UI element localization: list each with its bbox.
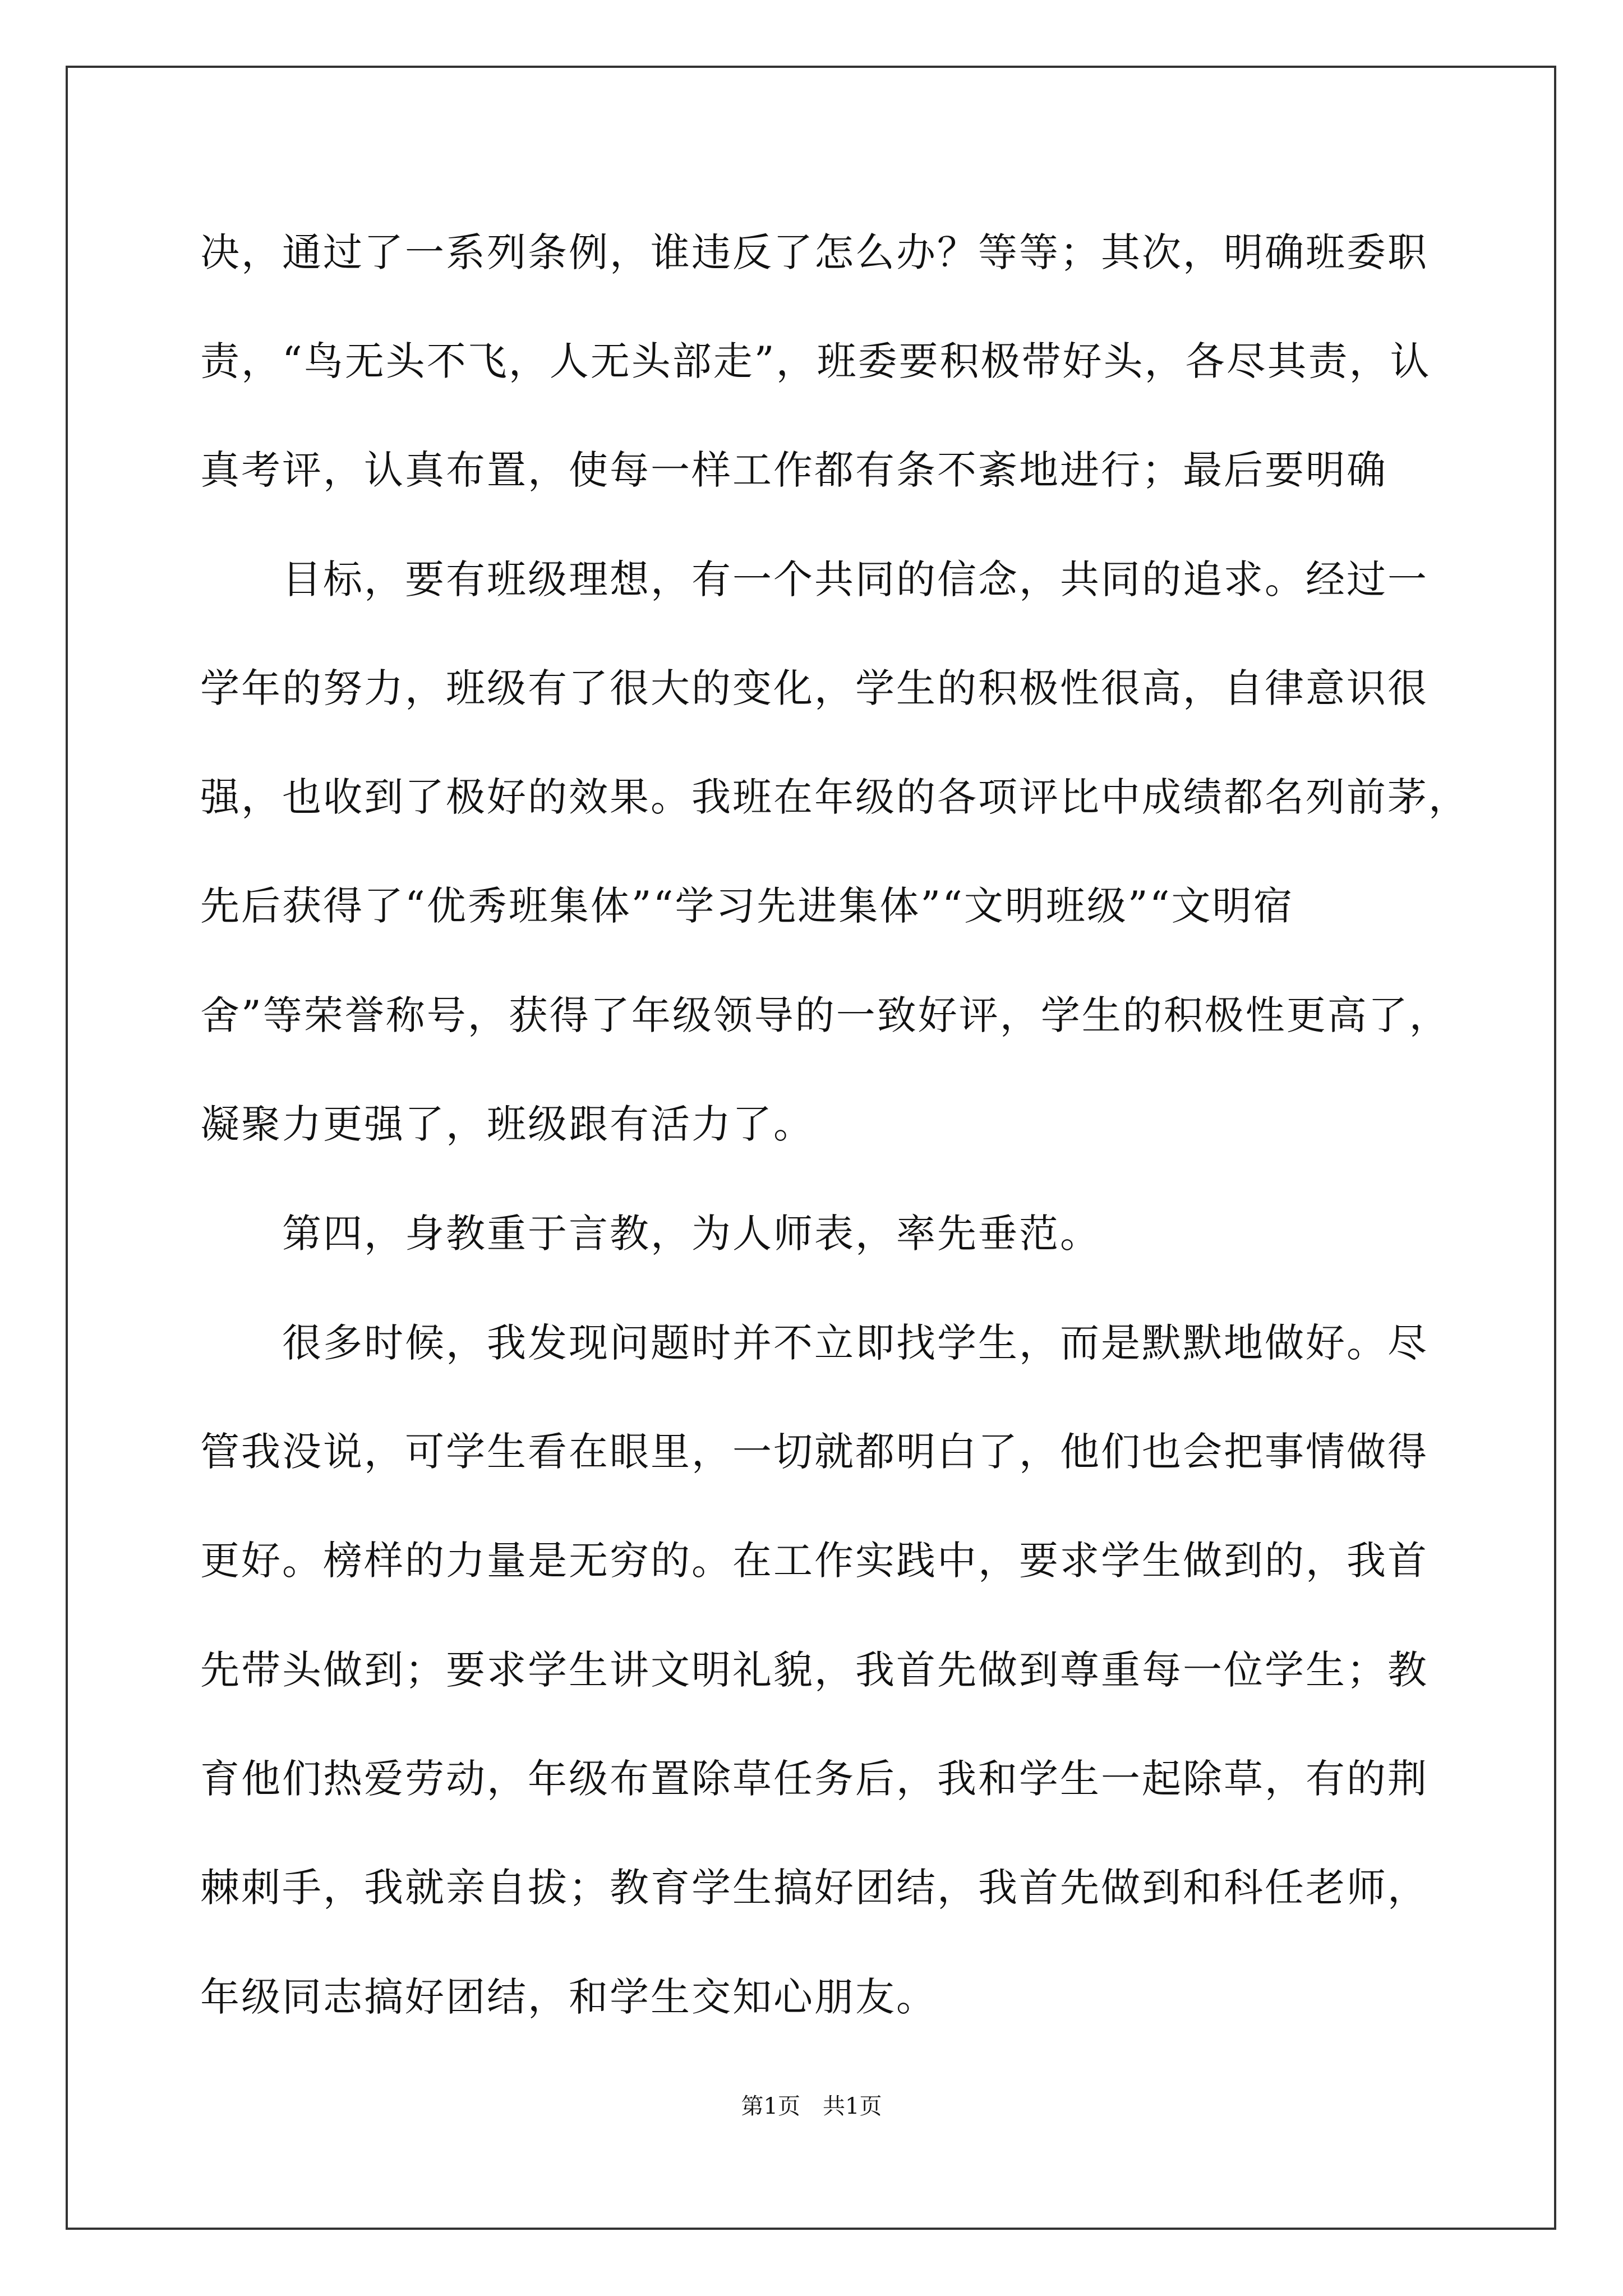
text-line: 很多时候，我发现问题时并不立即找学生，而是默默地做好。尽: [200, 1320, 1428, 1366]
text-line: 第四，身教重于言教，为人师表，率先垂范。: [200, 1211, 1101, 1257]
text-line: 管我没说，可学生看在眼里，一切就都明白了，他们也会把事情做得: [200, 1429, 1428, 1475]
text-line: 责，“鸟无头不飞，人无头部走”，班委要积极带好头，各尽其责，认: [200, 338, 1431, 384]
text-line: 强，也收到了极好的效果。我班在年级的各项评比中成绩都名列前茅，: [200, 774, 1469, 820]
text-line: 决，通过了一系列条例，谁违反了怎么办？等等；其次，明确班委职: [200, 229, 1428, 275]
text-line: 真考评，认真布置，使每一样工作都有条不紊地进行；最后要明确: [200, 447, 1387, 493]
text-line: 育他们热爱劳动，年级布置除草任务后，我和学生一起除草，有的荆: [200, 1756, 1428, 1802]
text-line: 先后获得了“优秀班集体”“学习先进集体”“文明班级”“文明宿: [200, 883, 1294, 929]
text-line: 棘刺手，我就亲自拔；教育学生搞好团结，我首先做到和科任老师，: [200, 1865, 1428, 1911]
page-footer: 第1页 共1页: [741, 2093, 882, 2119]
text-line: 目标，要有班级理想，有一个共同的信念，共同的追求。经过一: [200, 556, 1428, 602]
text-line: 凝聚力更强了，班级跟有活力了。: [200, 1101, 814, 1147]
text-line: 学年的努力，班级有了很大的变化，学生的积极性很高，自律意识很: [200, 665, 1428, 711]
text-line: 舍”等荣誉称号，获得了年级领导的一致好评，学生的积极性更高了，: [200, 992, 1450, 1038]
text-line: 年级同志搞好团结，和学生交知心朋友。: [200, 1974, 937, 2020]
text-line: 更好。榜样的力量是无穷的。在工作实践中，要求学生做到的，我首: [200, 1538, 1428, 1584]
text-line: 先带头做到；要求学生讲文明礼貌，我首先做到尊重每一位学生；教: [200, 1647, 1428, 1693]
